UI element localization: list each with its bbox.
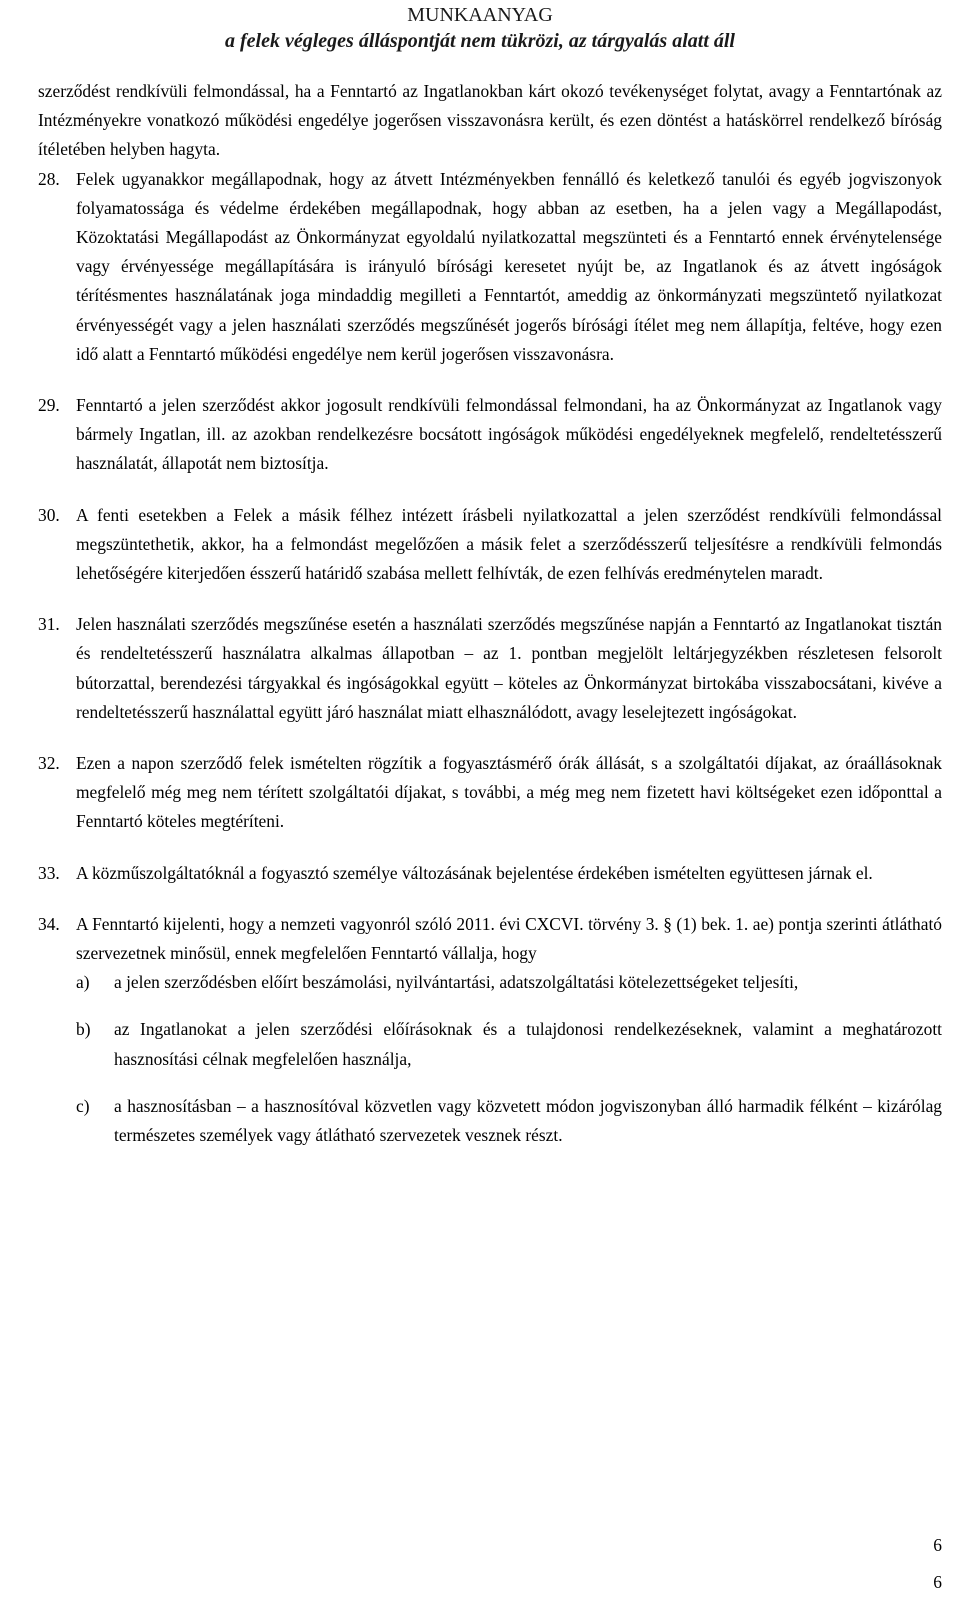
clause-number: 34.	[38, 913, 60, 934]
clause-number: 31.	[38, 614, 60, 635]
document-body	[38, 77, 942, 1150]
clause-text: A fenti esetekben a Felek a másik félhez intézett írásbeli nyilatkozattal a jelen szerződést rendkívüli felmondással megszüntethetik, akkor, ha a felmondást megelőzően a másik felet a szerződésszerű teljesítésre a rendkívüli felmondás lehetőségére kiterjedően ésszerű határidő szabása mellett felhívták, de ezen felhívás eredménytelen maradt.	[76, 504, 942, 584]
clause-33	[38, 859, 942, 888]
clause-number: 28.	[38, 168, 60, 189]
page-number: 6	[933, 1535, 942, 1555]
clause-text: Ezen a napon szerződő felek ismételten rögzítik a fogyasztásmérő órák állását, s a szolgáltatói díjakat, az óraállásoknak megfelelő még meg nem térített szolgáltatói díjakat, s további, a még meg nem fizetett havi költségeket ezen időponttal a Fenntartó köteles megtéríteni.	[76, 753, 942, 832]
subclause-text: a jelen szerződésben előírt beszámolási, nyilvántartási, adatszolgáltatási kötelezettségeket teljesíti,	[114, 972, 799, 993]
clause-number: 33.	[38, 862, 60, 883]
clause-text: Jelen használati szerződés megszűnése esetén a használati szerződés megszűnése napján a Fenntartó az Ingatlanokat tisztán és rendeltetésszerű használatra alkalmas állapotban – az 1. pontban megjelölt leltárjegyzékben részletesen felsorolt bútorzattal, berendezési tárgyakkal és ingóságokkal együtt – köteles az Önkormányzat birtokába visszabocsátani, kivéve a rendeltetésszerű használattal együtt járó használat miatt elhasználódott, avagy leselejtezett ingóságokat.	[76, 614, 942, 722]
clause-text: Felek ugyanakkor megállapodnak, hogy az átvett Intézményekben fennálló és keletkező tanulói és egyéb jogviszonyok folyamatossága és védelme érdekében megállapodnak, hogy abban az esetben, ha a jelen vagy a Megállapodást, Közoktatási Megállapodást az Önkormányzat egyoldalú nyilatkozattal megszünteti és a Fenntartó ennek érvénytelensége vagy érvényessége megállapítására is irányuló bírósági keresetet nyújt be, az Ingatlanok és az átvett ingóságok térítésmentes használatának joga mindaddig megilleti a Fenntartót, ameddig az önkormányzati megszüntető nyilatkozat érvényességét vagy a jelen használati szerződés megszűnését jogerős bírósági ítélet meg nem állapítja, feltéve, hogy ezen idő alatt a Fenntartó működési engedélye nem kerül jogerősen visszavonásra.	[76, 168, 942, 364]
subclause-a	[76, 968, 942, 997]
subclause-b	[76, 1015, 942, 1073]
subclause-label: a)	[76, 972, 90, 993]
clause-text: Fenntartó a jelen szerződést akkor jogosult rendkívüli felmondással felmondani, ha az Önkormányzat az Ingatlanok vagy bármely Ingatlan, ill. az azokban rendelkezésre bocsátott ingóságok működési engedélyeknek megfelelő, rendeltetésszerű használatát, állapotát nem biztosítja.	[76, 395, 942, 474]
clause-number: 30.	[38, 504, 60, 525]
clause-number: 32.	[38, 753, 60, 774]
clause-32	[38, 749, 942, 837]
draft-status-title: MUNKAANYAG	[407, 4, 553, 26]
continuation-paragraph: szerződést rendkívüli felmondással, ha a Fenntartó az Ingatlanokban kárt okozó tevékenységet folytat, avagy a Fenntartónak az Intézményekre vonatkozó működési engedélye jogerősen visszavonásra került, és ezen döntést a hatáskörrel rendelkező bíróság ítéletében helyben hagyta.	[38, 81, 942, 160]
clause-text: A közműszolgáltatóknál a fogyasztó személye változásának bejelentése érdekében ismételten együttesen járnak el.	[76, 862, 873, 883]
subclause-label: b)	[76, 1019, 91, 1040]
clause-29	[38, 391, 942, 479]
clause-text: A Fenntartó kijelenti, hogy a nemzeti vagyonról szóló 2011. évi CXCVI. törvény 3. § (1) bek. 1. ae) pontja szerinti átlátható szervezetnek minősül, ennek megfelelően Fenntartó vállalja, hogy	[76, 913, 942, 964]
subclause-label: c)	[76, 1095, 90, 1116]
clause-30	[38, 501, 942, 589]
document-header	[0, 2, 960, 54]
clause-31	[38, 610, 942, 727]
subclause-text: a hasznosításban – a hasznosítóval közvetlen vagy közvetett módon jogviszonyban álló harmadik félként – kizárólag természetes személyek vagy átlátható szervezetek vesznek részt.	[114, 1095, 942, 1146]
clause-34	[38, 910, 942, 1150]
draft-disclaimer: a felek végleges álláspontját nem tükrözi, az tárgyalás alatt áll	[225, 30, 735, 52]
page-number-corner: 6	[933, 1572, 942, 1592]
subclause-text: az Ingatlanokat a jelen szerződési előírásoknak és a tulajdonosi rendelkezéseknek, valamint a meghatározott hasznosítási célnak megfelelően használja,	[114, 1019, 942, 1069]
clause-28	[38, 165, 942, 369]
clause-number: 29.	[38, 395, 60, 416]
subclause-c	[76, 1092, 942, 1150]
